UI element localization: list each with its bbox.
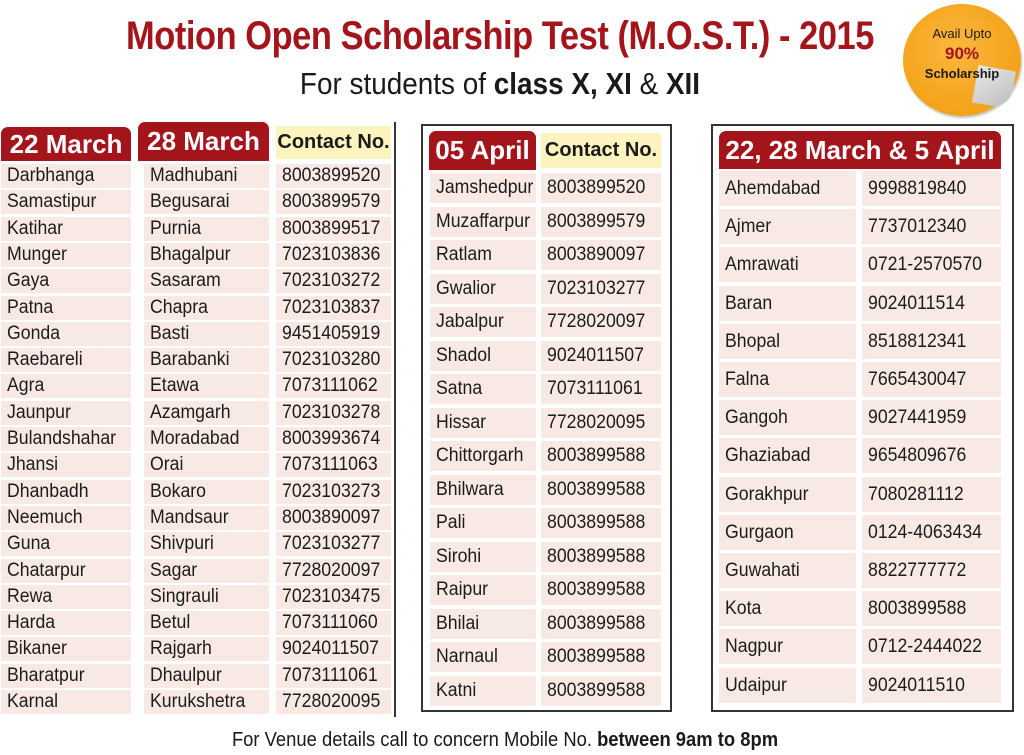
contact-number xyxy=(276,374,391,398)
city-22-march-text: Gonda xyxy=(7,322,61,344)
contact-number xyxy=(541,642,661,672)
city-28-march-text: Mandsaur xyxy=(150,506,229,528)
city-28-march-text: Betul xyxy=(150,612,191,634)
city-22-march-text: Munger xyxy=(7,243,67,265)
contact-number-text: 7023103836 xyxy=(282,243,381,265)
city-22-march xyxy=(1,348,131,372)
city-28-march-text: Begusarai xyxy=(150,191,230,213)
contact-number-text: 9027441959 xyxy=(868,407,967,429)
city-05-april-text: Ratlam xyxy=(436,244,492,265)
contact-number xyxy=(862,438,1001,473)
contact-number xyxy=(276,559,391,583)
city-28-march xyxy=(144,217,269,241)
city-22-march xyxy=(1,164,131,188)
city-28-march xyxy=(144,164,269,188)
contact-number xyxy=(541,441,661,471)
city-05-april-text: Gwalior xyxy=(436,277,496,299)
contact-number-text: 7728020095 xyxy=(282,691,381,712)
subtitle-prefix: For students of xyxy=(299,66,494,101)
contact-number xyxy=(276,532,391,556)
contact-number xyxy=(862,553,1001,588)
city-22-march-text: Dhanbadh xyxy=(7,480,89,502)
contact-number xyxy=(862,286,1001,321)
contact-number-text: 9998819840 xyxy=(868,178,967,199)
contact-number xyxy=(541,173,661,203)
city-05-april-text: Sirohi xyxy=(436,545,482,567)
city-22-march xyxy=(1,190,131,214)
city-28-march-text: Azamgarh xyxy=(150,401,231,423)
city-22-march-text: Bharatpur xyxy=(7,664,85,686)
contact-number xyxy=(541,609,661,639)
city-28-march xyxy=(144,585,269,609)
contact-number xyxy=(862,171,1001,206)
contact-number xyxy=(541,475,661,505)
contact-number-text: 9451405919 xyxy=(282,322,381,344)
city-28-march xyxy=(144,480,269,504)
contact-number xyxy=(276,401,391,425)
city-05-april-text: Narnaul xyxy=(436,646,498,667)
contact-number-text: 8003899520 xyxy=(547,177,646,198)
city-28-march xyxy=(144,532,269,556)
city-22-march xyxy=(1,559,131,583)
contact-number xyxy=(541,676,661,706)
contact-number xyxy=(276,217,391,241)
contact-number xyxy=(541,374,661,404)
contact-number-text: 7023103475 xyxy=(282,585,381,607)
contact-number xyxy=(541,274,661,304)
city-22-march-text: Raebareli xyxy=(7,349,83,371)
city-05-april xyxy=(430,676,536,706)
city-05-april xyxy=(430,207,536,237)
city-28-march xyxy=(144,427,269,451)
contact-number-text: 7073111060 xyxy=(282,612,378,634)
contact-number xyxy=(862,515,1001,550)
city-05-april xyxy=(430,240,536,270)
city-22-march-text: Jaunpur xyxy=(7,401,71,423)
city-all-dates-text: Guwahati xyxy=(725,560,800,581)
city-28-march-text: Sasaram xyxy=(150,270,221,292)
city-05-april-text: Bhilai xyxy=(436,612,480,634)
city-05-april xyxy=(430,307,536,337)
city-28-march xyxy=(144,348,269,372)
city-28-march xyxy=(144,690,269,714)
contact-number-text: 8003899579 xyxy=(282,191,381,213)
contact-number-text: 8003899588 xyxy=(547,612,646,634)
contact-number-text: 7073111061 xyxy=(547,378,643,399)
city-05-april xyxy=(430,609,536,639)
city-22-march-text: Bikaner xyxy=(7,638,67,660)
contact-number xyxy=(276,611,391,635)
contact-number-text: 8003899520 xyxy=(282,165,381,186)
city-all-dates-text: Nagpur xyxy=(725,636,783,658)
contact-number-text: 8003899588 xyxy=(547,579,646,600)
city-22-march xyxy=(1,506,131,530)
contact-number xyxy=(862,209,1001,244)
city-28-march xyxy=(144,664,269,688)
city-05-april xyxy=(430,441,536,471)
city-05-april xyxy=(430,408,536,438)
contact-number-text: 9024011507 xyxy=(547,344,644,366)
city-22-march-text: Karnal xyxy=(7,691,59,712)
city-all-dates xyxy=(719,171,856,206)
contact-number xyxy=(276,269,391,293)
city-22-march xyxy=(1,690,131,714)
city-all-dates xyxy=(719,362,856,397)
city-all-dates-text: Ghaziabad xyxy=(725,445,811,467)
city-05-april-text: Chittorgarh xyxy=(436,445,524,466)
contact-number-text: 8003899588 xyxy=(868,598,967,620)
city-all-dates xyxy=(719,477,856,512)
contact-number-text: 7023103273 xyxy=(282,480,381,502)
city-05-april-text: Jamshedpur xyxy=(436,177,534,198)
contact-number-text: 7737012340 xyxy=(868,216,967,238)
city-22-march-text: Agra xyxy=(7,375,45,397)
contact-number xyxy=(276,453,391,477)
contact-number-text: 7023103280 xyxy=(282,349,381,371)
contact-number-text: 8003899588 xyxy=(547,445,646,466)
contact-number-text: 7665430047 xyxy=(868,369,967,390)
city-all-dates-text: Baran xyxy=(725,292,773,314)
city-22-march xyxy=(1,269,131,293)
city-28-march xyxy=(144,637,269,661)
contact-number xyxy=(276,480,391,504)
page-title: Motion Open Scholarship Test (M.O.S.T.) - 2015 xyxy=(126,14,874,58)
city-22-march-text: Jhansi xyxy=(7,454,59,476)
city-22-march-text: Patna xyxy=(7,296,54,318)
city-all-dates-text: Bhopal xyxy=(725,330,781,352)
contact-number xyxy=(276,585,391,609)
subtitle-classes: class X, XI xyxy=(493,66,632,101)
header-contact-no-2: Contact No. xyxy=(541,133,661,168)
city-22-march xyxy=(1,401,131,425)
contact-number-text: 8003899588 xyxy=(547,646,646,667)
contact-number xyxy=(862,629,1001,664)
contact-number xyxy=(276,690,391,714)
city-05-april-text: Muzaffarpur xyxy=(436,210,530,232)
city-05-april xyxy=(430,341,536,371)
city-28-march xyxy=(144,243,269,267)
contact-number-text: 9024011510 xyxy=(868,674,965,696)
city-22-march-text: Katihar xyxy=(7,217,63,239)
contact-number xyxy=(276,190,391,214)
contact-number xyxy=(862,324,1001,359)
city-all-dates-text: Amrawati xyxy=(725,254,799,276)
city-28-march-text: Barabanki xyxy=(150,349,230,371)
contact-number-text: 7023103837 xyxy=(282,296,381,318)
scholarship-badge xyxy=(903,4,1021,116)
city-28-march-text: Singrauli xyxy=(150,585,219,607)
contact-number-text: 7728020097 xyxy=(547,311,646,332)
city-22-march-text: Bulandshahar xyxy=(7,428,117,449)
contact-number xyxy=(276,348,391,372)
contact-number xyxy=(862,400,1001,435)
city-all-dates xyxy=(719,591,856,626)
contact-number xyxy=(541,207,661,237)
city-05-april xyxy=(430,475,536,505)
contact-number-text: 7023103277 xyxy=(547,277,646,299)
city-05-april xyxy=(430,542,536,572)
city-all-dates xyxy=(719,324,856,359)
contact-number xyxy=(541,575,661,605)
city-28-march xyxy=(144,296,269,320)
city-05-april-text: Raipur xyxy=(436,579,489,600)
city-22-march xyxy=(1,296,131,320)
footer-hours: between 9am to 8pm xyxy=(597,729,779,751)
header-28-march: 28 March xyxy=(138,122,269,161)
contact-number xyxy=(862,477,1001,512)
footer-note xyxy=(40,729,969,752)
city-all-dates-text: Udaipur xyxy=(725,674,787,696)
city-all-dates-text: Ahemdabad xyxy=(725,178,821,199)
city-28-march-text: Sagar xyxy=(150,559,198,581)
city-28-march-text: Moradabad xyxy=(150,428,240,449)
city-28-march xyxy=(144,322,269,346)
city-22-march xyxy=(1,532,131,556)
contact-number xyxy=(541,508,661,538)
city-28-march-text: Shivpuri xyxy=(150,533,214,555)
contact-number-text: 0721-2570570 xyxy=(868,254,982,276)
city-all-dates xyxy=(719,553,856,588)
contact-number-text: 7728020097 xyxy=(282,559,381,581)
city-22-march xyxy=(1,637,131,661)
contact-number-text: 9024011507 xyxy=(282,638,379,660)
contact-number xyxy=(276,322,391,346)
contact-number xyxy=(862,247,1001,282)
city-22-march-text: Harda xyxy=(7,612,56,634)
contact-number-text: 8003899517 xyxy=(282,217,381,239)
city-28-march-text: Etawa xyxy=(150,375,200,397)
contact-number xyxy=(276,506,391,530)
city-all-dates xyxy=(719,209,856,244)
contact-number-text: 8822777772 xyxy=(868,560,967,581)
city-all-dates xyxy=(719,400,856,435)
city-all-dates xyxy=(719,668,856,703)
city-22-march xyxy=(1,427,131,451)
contact-number xyxy=(276,243,391,267)
city-22-march xyxy=(1,453,131,477)
city-22-march-text: Chatarpur xyxy=(7,559,86,581)
city-28-march xyxy=(144,401,269,425)
city-28-march-text: Kurukshetra xyxy=(150,691,246,712)
contact-number-text: 8003899579 xyxy=(547,210,646,232)
city-all-dates xyxy=(719,515,856,550)
city-28-march-text: Bokaro xyxy=(150,480,206,502)
contact-number-text: 8003993674 xyxy=(282,428,381,449)
city-22-march-text: Rewa xyxy=(7,585,53,607)
contact-number-text: 7073111062 xyxy=(282,375,378,397)
header-contact-no-1: Contact No. xyxy=(276,126,391,159)
contact-number xyxy=(541,307,661,337)
badge-percent: 90% xyxy=(944,44,980,63)
badge-line-3: Scholarship xyxy=(924,66,1000,81)
city-22-march xyxy=(1,322,131,346)
city-22-march xyxy=(1,217,131,241)
city-22-march xyxy=(1,374,131,398)
city-05-april-text: Bhilwara xyxy=(436,478,504,500)
contact-number-text: 7023103272 xyxy=(282,270,381,292)
city-28-march-text: Bhagalpur xyxy=(150,243,231,265)
city-28-march-text: Chapra xyxy=(150,296,208,318)
contact-number xyxy=(276,637,391,661)
city-05-april-text: Katni xyxy=(436,679,477,701)
city-22-march xyxy=(1,585,131,609)
city-22-march xyxy=(1,243,131,267)
city-22-march-text: Guna xyxy=(7,533,51,555)
city-all-dates xyxy=(719,286,856,321)
contact-number-text: 0124-4063434 xyxy=(868,521,982,543)
city-05-april-text: Pali xyxy=(436,512,466,533)
contact-number-text: 8518812341 xyxy=(868,330,967,352)
city-28-march-text: Orai xyxy=(150,454,184,476)
city-all-dates-text: Kota xyxy=(725,598,762,620)
city-05-april xyxy=(430,173,536,203)
city-05-april xyxy=(430,274,536,304)
header-all-dates: 22, 28 March & 5 April xyxy=(719,131,1001,169)
city-22-march-text: Darbhanga xyxy=(7,165,95,186)
subtitle-amp: & xyxy=(631,66,666,101)
contact-number-text: 8003890097 xyxy=(282,506,381,528)
contact-number-text: 9654809676 xyxy=(868,445,967,467)
contact-number-text: 8003899588 xyxy=(547,545,646,567)
city-all-dates xyxy=(719,629,856,664)
city-05-april-text: Shadol xyxy=(436,344,492,366)
city-22-march xyxy=(1,611,131,635)
city-28-march xyxy=(144,190,269,214)
city-28-march xyxy=(144,611,269,635)
city-05-april xyxy=(430,508,536,538)
city-all-dates xyxy=(719,438,856,473)
contact-number xyxy=(862,362,1001,397)
city-28-march-text: Madhubani xyxy=(150,165,238,186)
contact-number-text: 8003890097 xyxy=(547,244,646,265)
city-05-april-text: Jabalpur xyxy=(436,311,504,332)
city-28-march-text: Purnia xyxy=(150,217,202,239)
contact-number-text: 8003899588 xyxy=(547,478,646,500)
city-05-april xyxy=(430,575,536,605)
subtitle-class-xii: XII xyxy=(665,66,701,101)
city-all-dates-text: Gorakhpur xyxy=(725,483,809,505)
city-22-march-text: Neemuch xyxy=(7,506,83,528)
contact-number xyxy=(276,427,391,451)
contact-number xyxy=(276,296,391,320)
city-05-april xyxy=(430,642,536,672)
contact-number xyxy=(862,668,1001,703)
page-subtitle xyxy=(50,66,950,102)
contact-number xyxy=(276,664,391,688)
city-28-march-text: Dhaulpur xyxy=(150,664,222,686)
contact-number xyxy=(276,164,391,188)
contact-number-text: 7728020095 xyxy=(547,411,646,433)
contact-number-text: 7080281112 xyxy=(868,483,964,505)
header-05-april: 05 April xyxy=(429,131,536,170)
city-all-dates-text: Ajmer xyxy=(725,216,772,238)
city-28-march xyxy=(144,269,269,293)
city-all-dates xyxy=(719,247,856,282)
contact-number xyxy=(541,240,661,270)
city-28-march-text: Basti xyxy=(150,322,190,344)
header-22-march: 22 March xyxy=(1,127,131,161)
city-all-dates-text: Gangoh xyxy=(725,407,788,429)
footer-prefix: For Venue details call to concern Mobile No. xyxy=(231,729,598,751)
contact-number-text: 8003899588 xyxy=(547,512,646,533)
city-22-march-text: Gaya xyxy=(7,270,50,292)
contact-number xyxy=(862,591,1001,626)
contact-number-text: 7023103278 xyxy=(282,401,381,423)
city-28-march xyxy=(144,453,269,477)
contact-number-text: 8003899588 xyxy=(547,679,646,701)
contact-number xyxy=(541,408,661,438)
contact-number-text: 0712-2444022 xyxy=(868,636,982,658)
badge-line-1: Avail Upto xyxy=(932,26,992,41)
city-22-march xyxy=(1,664,131,688)
city-22-march xyxy=(1,480,131,504)
contact-number-text: 9024011514 xyxy=(868,292,965,314)
city-28-march xyxy=(144,506,269,530)
city-28-march-text: Rajgarh xyxy=(150,638,212,660)
contact-number-text: 7023103277 xyxy=(282,533,381,555)
contact-number-text: 7073111063 xyxy=(282,454,378,476)
city-05-april-text: Hissar xyxy=(436,411,487,433)
city-28-march xyxy=(144,559,269,583)
city-all-dates-text: Gurgaon xyxy=(725,521,794,543)
contact-number xyxy=(541,341,661,371)
city-22-march-text: Samastipur xyxy=(7,191,97,213)
contact-number xyxy=(541,542,661,572)
city-05-april xyxy=(430,374,536,404)
city-05-april-text: Satna xyxy=(436,378,483,399)
contact-number-text: 7073111061 xyxy=(282,664,378,686)
city-28-march xyxy=(144,374,269,398)
city-all-dates-text: Falna xyxy=(725,369,770,390)
